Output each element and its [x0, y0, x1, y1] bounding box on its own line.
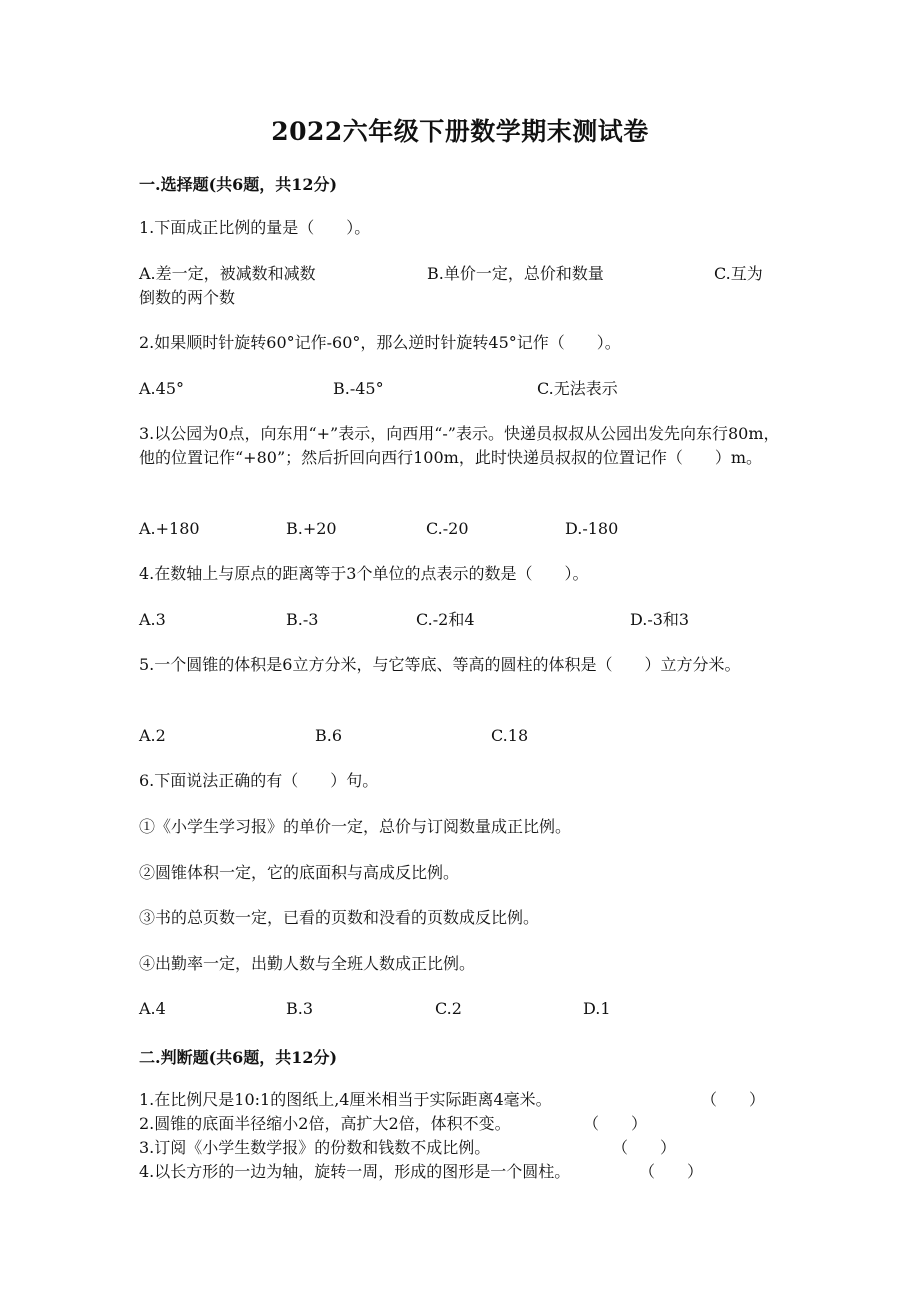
option-b: B.3 [286, 999, 314, 1018]
option-b: B.-3 [286, 610, 319, 629]
answer-blank: （ ） [612, 1138, 677, 1157]
question-6: 6.下面说法正确的有（ ）句。 [139, 771, 379, 790]
statement-1: ①《小学生学习报》的单价一定，总价与订阅数量成正比例。 [139, 817, 572, 836]
page-title: 2022六年级下册数学期末测试卷 [271, 117, 649, 146]
option-d: D.-3和3 [630, 610, 690, 629]
answer-blank: （ ） [701, 1090, 766, 1109]
question-1: 1.下面成正比例的量是（ ）。 [139, 218, 371, 237]
option-b: B.单价一定，总价和数量 [427, 264, 604, 283]
option-c: C.-2和4 [416, 610, 475, 629]
judgment-text: 1.在比例尺是10:1的图纸上,4厘米相当于实际距离4毫米。 [139, 1090, 552, 1109]
statement-4: ④出勤率一定，出勤人数与全班人数成正比例。 [139, 954, 476, 973]
judgment-item-2 [139, 1112, 799, 1136]
question-1-options [139, 262, 789, 286]
question-4: 4.在数轴上与原点的距离等于3个单位的点表示的数是（ ）。 [139, 564, 589, 583]
option-d: D.-180 [565, 519, 619, 538]
question-4-options [139, 608, 789, 632]
judgment-text: 4.以长方形的一边为轴，旋转一周，形成的图形是一个圆柱。 [139, 1162, 571, 1181]
option-b: B.-45° [333, 379, 384, 398]
option-a: A.2 [139, 726, 166, 745]
option-a: A.差一定，被减数和减数 [139, 264, 316, 283]
answer-blank: （ ） [583, 1114, 648, 1133]
question-3-options [139, 517, 789, 541]
answer-blank: （ ） [639, 1162, 704, 1181]
option-a: A.+180 [139, 519, 200, 538]
option-a: A.3 [139, 610, 166, 629]
option-a: A.4 [139, 999, 166, 1018]
section-heading-choice: 一.选择题(共6题，共12分) [139, 175, 338, 194]
option-a: A.45° [139, 379, 184, 398]
judgment-item-3 [139, 1136, 799, 1160]
option-c-continued: 倒数的两个数 [139, 288, 236, 307]
option-d: D.1 [583, 999, 611, 1018]
question-6-options [139, 997, 789, 1021]
option-c: C.互为 [714, 264, 763, 283]
question-2: 2.如果顺时针旋转60°记作-60°，那么逆时针旋转45°记作（ ）。 [139, 333, 621, 352]
option-c: C.无法表示 [537, 379, 618, 398]
question-2-options [139, 377, 789, 401]
statement-3: ③书的总页数一定，已看的页数和没看的页数成反比例。 [139, 908, 540, 927]
option-c: C.18 [491, 726, 529, 745]
question-5-options [139, 724, 789, 748]
option-b: B.6 [315, 726, 343, 745]
judgment-item-1 [139, 1088, 799, 1112]
question-5: 5.一个圆锥的体积是6立方分米，与它等底、等高的圆柱的体积是（ ）立方分米。 [139, 655, 741, 674]
judgment-text: 3.订阅《小学生数学报》的份数和钱数不成比例。 [139, 1138, 491, 1157]
section-heading-judgment: 二.判断题(共6题，共12分) [139, 1048, 338, 1067]
option-c: C.-20 [426, 519, 469, 538]
judgment-text: 2.圆锥的底面半径缩小2倍，高扩大2倍，体积不变。 [139, 1114, 511, 1133]
option-b: B.+20 [286, 519, 337, 538]
question-1-options-wrap [139, 286, 789, 310]
judgment-item-4 [139, 1160, 799, 1184]
statement-2: ②圆锥体积一定，它的底面积与高成反比例。 [139, 863, 460, 882]
option-c: C.2 [435, 999, 462, 1018]
question-3: 3.以公园为0点，向东用“+”表示，向西用“-”表示。快递员叔叔从公园出发先向东行80m，他的位置记作“+80”；然后折回向西行100m，此时快递员叔叔的位置记作（ ）m。 [139, 424, 780, 467]
